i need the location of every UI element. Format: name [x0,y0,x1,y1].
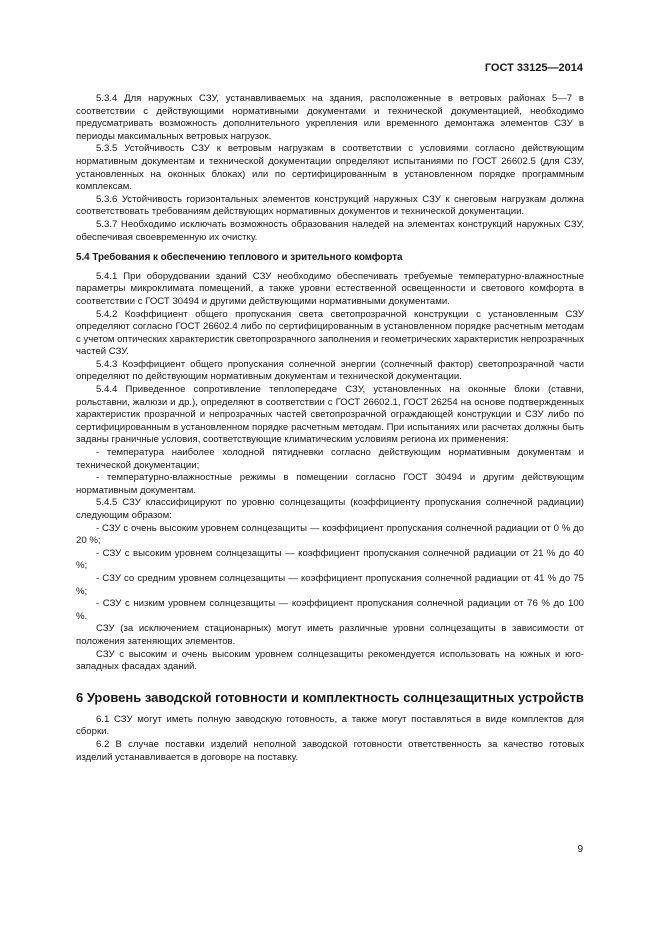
list-item-high: - СЗУ с высоким уровнем солнцезащиты — коэффициент пропускания солнечной радиации от 21 % до 40 %; [76,547,584,572]
paragraph-5-4-4: 5.4.4 Приведенное сопротивление теплопередаче СЗУ, установленных на оконные блоки (ставни, рольставни, жалюзи и др.), определяют в соответствии с ГОСТ 26602.1, ГОСТ 26254 на основе подтвержденных характеристик прозрачной и непрозрачных частей светопрозрачной ограждающей конструкции и СЗУ либо по сертифицированным в установленном порядке расчетным методам. При испытаниях или расчетах должны быть заданы граничные условия, соответствующие климатическим условиям региона их применения: [76,384,584,446]
paragraph-6-1: 6.1 СЗУ могут иметь полную заводскую готовность, а также могут поставляться в виде комплектов для сборки. [76,713,584,738]
page-number: 9 [577,844,583,855]
list-item-temperature: - температура наиболее холодной пятидневки согласно действующим нормативным документам и технической документации; [76,447,584,471]
paragraph-5-3-7: 5.3.7 Необходимо исключать возможность образования наледей на элементах конструкций наружных СЗУ, обеспечивая своевременную их очистку. [76,218,584,243]
paragraph-5-4-1: 5.4.1 При оборудовании зданий СЗУ необходимо обеспечивать требуемые температурно-влажностные параметры микроклимата помещений, а также уровни естественной освещенности и светового комфорта в соответствии с ГОСТ 30494 и другими действующими нормативными документами. [76,270,584,307]
paragraph-5-3-4: 5.3.4 Для наружных СЗУ, устанавливаемых на здания, расположенные в ветровых районах 5—7 в соответствии с действующими нормативными документами и технической документацией, необходимо предусматривать возможность дополнительного укрепления или временного демонтажа элементов СЗУ в периоды максимальных ветровых нагрузок. [76,93,584,142]
document-body [76,93,584,764]
paragraph-5-4-3: 5.4.3 Коэффициент общего пропускания солнечной энергии (солнечный фактор) светопрозрачной части определяют по действующим нормативным документам и технической документации. [76,358,584,383]
section-heading-6: 6 Уровень заводской готовности и комплектность солнцезащитных устройств [76,689,584,705]
list-item-medium: - СЗУ со средним уровнем солнцезащиты — коэффициент пропускания солнечной радиации от 41 % до 75 %; [76,572,584,597]
list-item-humidity: - температурно-влажностные режимы в помещении согласно ГОСТ 30494 и другим действующим нормативным документам. [76,472,584,496]
list-item-low: - СЗУ с низким уровнем солнцезащиты — коэффициент пропускания солнечной радиации от 76 % до 100 %. [76,598,584,622]
paragraph-5-4-2: 5.4.2 Коэффициент общего пропускания света светопрозрачной конструкции с установленным СЗУ определяют согласно ГОСТ 26602.4 либо по сертифицированным в установленном порядке расчетным методам с учетом оптических характеристик светопрозрачного заполнения и геометрических характеристик непрозрачных частей СЗУ. [76,308,584,358]
paragraph-6-2: 6.2 В случае поставки изделий неполной заводской готовности ответственность за качество готовых изделий устанавливается в договоре на поставку. [76,738,584,763]
paragraph-non-stationary: СЗУ (за исключением стационарных) могут иметь различные уровни солнцезащиты в зависимости от положения затеняющих элементов. [76,623,584,647]
paragraph-recommendation: СЗУ с высоким и очень высоким уровнем солнцезащиты рекомендуется использовать на южных и юго-западных фасадах зданий. [76,648,584,673]
paragraph-5-3-5: 5.3.5 Устойчивость СЗУ к ветровым нагрузкам в соответствии с условиями согласно действующим нормативным документам и технической документации определяют испытаниями по ГОСТ 26602.5 (для СЗУ, установленных на оконных блоках) или по сертифицированным в установленном порядке программным комплексам. [76,143,584,193]
list-item-very-high: - СЗУ с очень высоким уровнем солнцезащиты — коэффициент пропускания солнечной радиации от 0 % до 20 %; [76,522,584,547]
paragraph-5-4-5: 5.4.5 СЗУ классифицируют по уровню солнцезащиты (коэффициенту пропускания солнечной радиации) следующим образом: [76,497,584,521]
document-header-id: ГОСТ 33125—2014 [484,62,583,74]
subsection-heading-5-4: 5.4 Требования к обеспечению теплового и зрительного комфорта [76,252,403,264]
paragraph-5-3-6: 5.3.6 Устойчивость горизонтальных элементов конструкций наружных СЗУ к снеговым нагрузкам должна соответствовать требованиям действующих нормативных документов и технической документации. [76,193,584,218]
